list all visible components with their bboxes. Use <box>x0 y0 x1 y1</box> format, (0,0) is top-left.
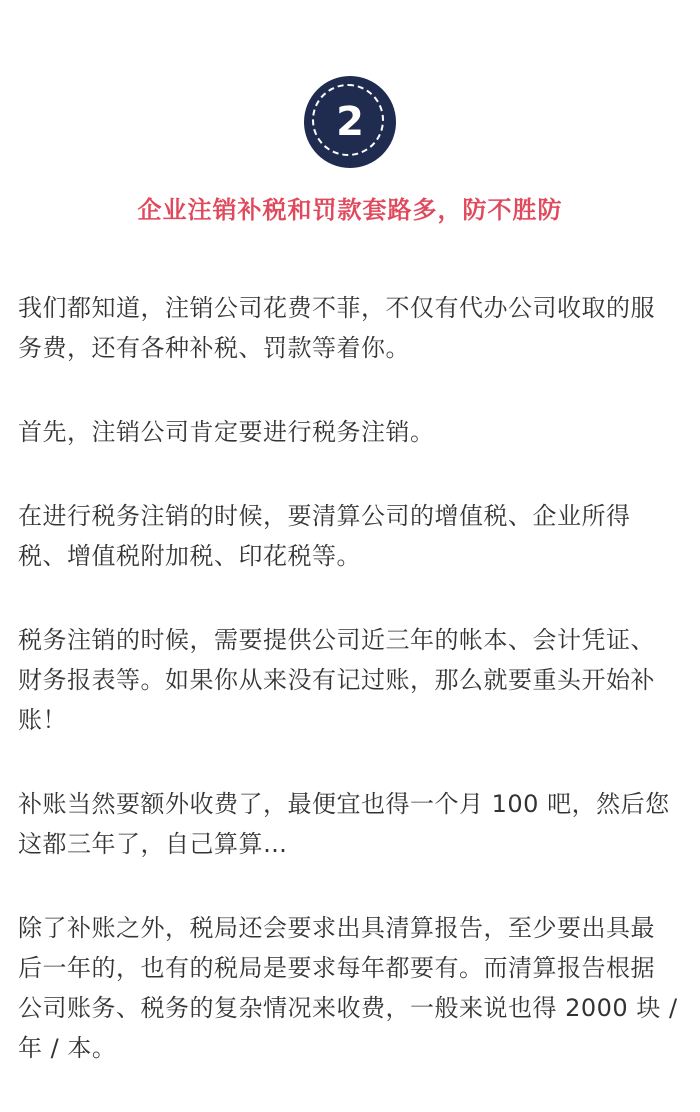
paragraph-intro: 我们都知道，注销公司花费不菲，不仅有代办公司收取的服务费，还有各种补税、罚款等着你。 <box>18 294 655 362</box>
paragraph-bookkeeping-cost: 补账当然要额外收费了，最便宜也得一个月 100 吧，然后您这都三年了，自己算算… <box>18 790 670 858</box>
article-body <box>18 288 678 1112</box>
paragraph-tax-clearance: 在进行税务注销的时候，要清算公司的增值税、企业所得税、增值税附加税、印花税等。 <box>18 502 631 570</box>
section-number-badge <box>304 76 396 168</box>
paragraph-bookkeeping-records: 税务注销的时候，需要提供公司近三年的帐本、会计凭证、财务报表等。如果你从来没有记过账，那么就要重头开始补账！ <box>18 626 655 734</box>
badge-number: 2 <box>336 99 364 145</box>
section-title: 企业注销补税和罚款套路多，防不胜防 <box>137 196 563 224</box>
section-badge-wrapper <box>0 76 700 168</box>
paragraph-first-step: 首先，注销公司肯定要进行税务注销。 <box>18 418 435 446</box>
paragraph-clearance-report: 除了补账之外，税局还会要求出具清算报告，至少要出具最后一年的，也有的税局是要求每年都要有。而清算报告根据公司账务、税务的复杂情况来收费，一般来说也得 2000 块 / 年 / 本。 <box>18 914 678 1062</box>
